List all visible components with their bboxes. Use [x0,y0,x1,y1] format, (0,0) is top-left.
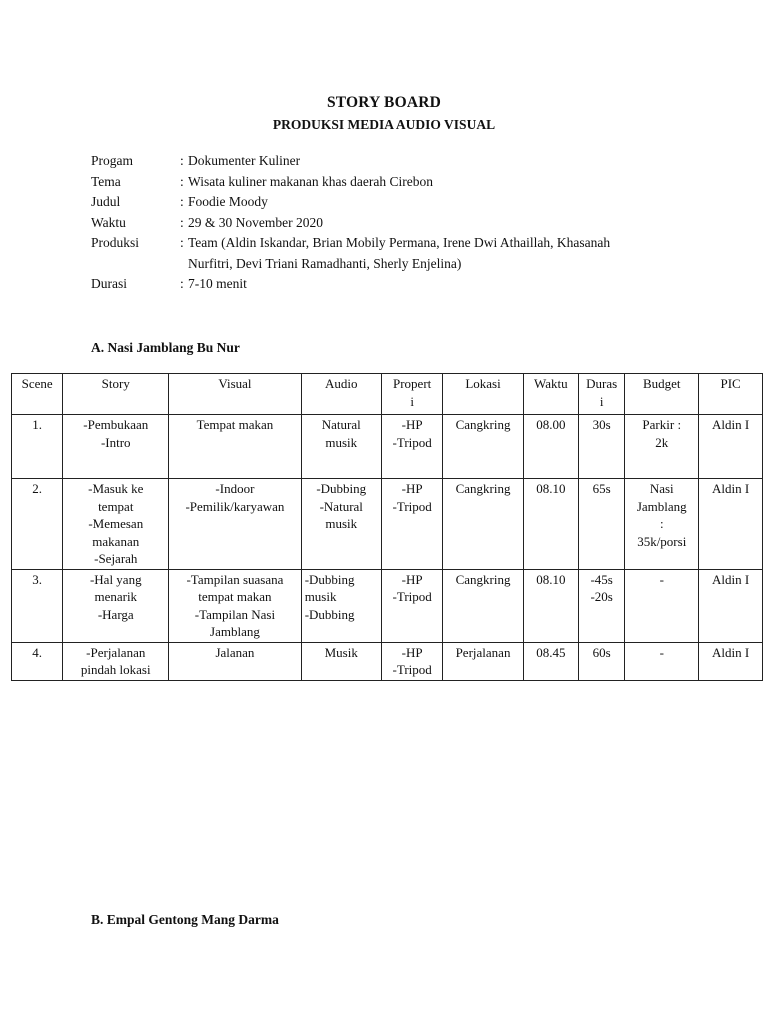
table-row [12,569,763,642]
info-colon: : [180,276,184,291]
info-label: Waktu [91,214,126,230]
cell-story: -Pembukaan -Intro [63,415,169,479]
header-lokasi: Lokasi [443,374,523,415]
cell-budget: Parkir : 2k [625,415,699,479]
section-heading-a: A. Nasi Jamblang Bu Nur [91,340,240,355]
info-row-program [91,151,691,172]
info-colon: : [180,235,184,250]
info-value: 29 & 30 November 2020 [188,214,323,230]
header-pic: PIC [699,374,763,415]
info-label: Tema [91,173,121,189]
cell-scene: 1. [12,415,63,479]
cell-durasi: -45s -20s [579,569,625,642]
cell-visual: -Indoor -Pemilik/karyawan [169,479,302,570]
cell-pic: Aldin I [699,479,763,570]
cell-durasi: 30s [579,415,625,479]
table-header-row [12,374,763,415]
info-colon: : [180,173,184,189]
table-row [12,479,763,570]
cell-visual: Tempat makan [169,415,302,479]
cell-properti: -HP -Tripod [381,415,443,479]
info-colon: : [180,153,184,168]
cell-durasi: 65s [579,479,625,570]
cell-audio: -Dubbing -Natural musik [301,479,381,570]
header-audio: Audio [301,374,381,415]
info-row-production [91,233,691,274]
cell-story: -Hal yang menarik -Harga [63,569,169,642]
section-heading-b: B. Empal Gentong Mang Darma [91,912,279,927]
header-visual: Visual [169,374,302,415]
cell-pic: Aldin I [699,642,763,680]
info-label: Produksi [91,235,140,250]
storyboard-table [11,373,763,681]
cell-scene: 3. [12,569,63,642]
table-row [12,642,763,680]
table-row [12,415,763,479]
info-label: Progam [91,153,133,168]
info-label: Judul [91,194,121,209]
info-value: Dokumenter Kuliner [188,153,301,168]
info-row-duration [91,274,691,295]
cell-pic: Aldin I [699,415,763,479]
header-budget: Budget [625,374,699,415]
cell-story: -Masuk ke tempat -Memesan makanan -Sejarah [63,479,169,570]
info-row-title [91,192,691,213]
cell-pic: Aldin I [699,569,763,642]
cell-audio: -Dubbing musik -Dubbing [301,569,381,642]
cell-visual: -Tampilan suasana tempat makan -Tampilan Nasi Jamblang [169,569,302,642]
cell-waktu: 08.00 [523,415,578,479]
cell-waktu: 08.45 [523,642,578,680]
info-label: Durasi [91,276,127,291]
info-value: Wisata kuliner makanan khas daerah Cirebon [188,173,433,189]
cell-story: -Perjalanan pindah lokasi [63,642,169,680]
header-story: Story [63,374,169,415]
cell-budget: - [625,642,699,680]
cell-audio: Musik [301,642,381,680]
cell-durasi: 60s [579,642,625,680]
cell-lokasi: Cangkring [443,569,523,642]
cell-audio: Natural musik [301,415,381,479]
cell-properti: -HP -Tripod [381,569,443,642]
info-value: 7-10 menit [188,276,247,291]
info-row-time [91,213,691,234]
info-value: Team (Aldin Iskandar, Brian Mobily Permana, Irene Dwi Athaillah, Khasanah Nurfitri, Devi Triani Ramadhanti, Sherly Enjelina) [188,235,611,271]
header-waktu: Waktu [523,374,578,415]
cell-properti: -HP -Tripod [381,642,443,680]
production-info [91,151,691,295]
header-durasi: Duras i [579,374,625,415]
cell-waktu: 08.10 [523,479,578,570]
document-title: STORY BOARD [326,94,442,111]
document-subtitle: PRODUKSI MEDIA AUDIO VISUAL [272,117,496,132]
cell-budget: Nasi Jamblang : 35k/porsi [625,479,699,570]
cell-properti: -HP -Tripod [381,479,443,570]
header-scene: Scene [12,374,63,415]
cell-scene: 2. [12,479,63,570]
info-colon: : [180,214,184,230]
cell-lokasi: Cangkring [443,479,523,570]
cell-budget: - [625,569,699,642]
cell-lokasi: Cangkring [443,415,523,479]
cell-scene: 4. [12,642,63,680]
cell-waktu: 08.10 [523,569,578,642]
header-properti: Propert i [381,374,443,415]
cell-visual: Jalanan [169,642,302,680]
info-row-theme [91,172,691,193]
cell-lokasi: Perjalanan [443,642,523,680]
info-value: Foodie Moody [188,194,268,209]
info-colon: : [180,194,184,209]
